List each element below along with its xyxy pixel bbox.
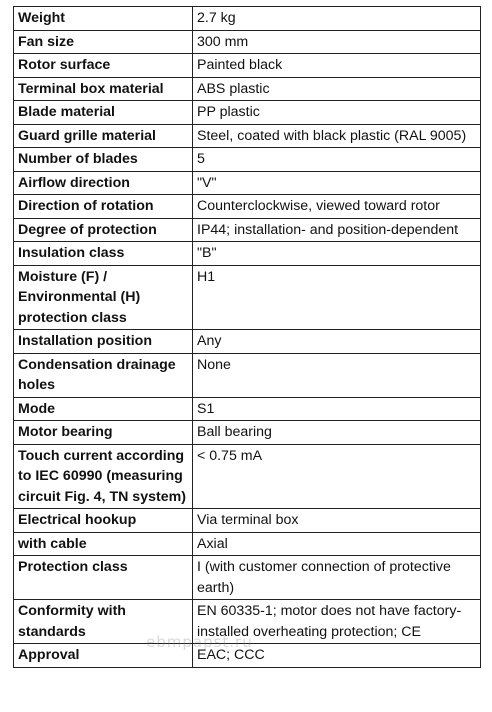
spec-value: Painted black [193, 54, 481, 78]
spec-row-degree-of-protection [14, 218, 481, 242]
spec-label: Blade material [14, 101, 193, 125]
spec-value: Counterclockwise, viewed toward rotor [193, 195, 481, 219]
spec-value: S1 [193, 397, 481, 421]
spec-label: Weight [14, 7, 193, 31]
spec-label: Moisture (F) / Environmental (H) protection class [14, 265, 193, 330]
spec-row-touch-current [14, 444, 481, 509]
spec-row-terminal-box-material [14, 77, 481, 101]
spec-label: Installation position [14, 330, 193, 354]
spec-value: 300 mm [193, 30, 481, 54]
spec-label: Degree of protection [14, 218, 193, 242]
spec-value: Any [193, 330, 481, 354]
spec-label: Electrical hookup [14, 509, 193, 533]
spec-value: "V" [193, 171, 481, 195]
spec-value: EN 60335-1; motor does not have factory-installed overheating protection; CE [193, 600, 481, 644]
spec-row-insulation-class [14, 242, 481, 266]
spec-value: None [193, 353, 481, 397]
spec-value: Steel, coated with black plastic (RAL 9005) [193, 124, 481, 148]
spec-table [13, 6, 481, 668]
spec-value: 2.7 kg [193, 7, 481, 31]
spec-row-blade-material [14, 101, 481, 125]
spec-row-fan-size [14, 30, 481, 54]
spec-label: Direction of rotation [14, 195, 193, 219]
spec-label: Airflow direction [14, 171, 193, 195]
spec-label: Terminal box material [14, 77, 193, 101]
spec-row-airflow-direction [14, 171, 481, 195]
spec-value: ABS plastic [193, 77, 481, 101]
spec-label: Insulation class [14, 242, 193, 266]
spec-row-mode [14, 397, 481, 421]
spec-value: EAC; CCC [193, 644, 481, 668]
spec-label: with cable [14, 532, 193, 556]
spec-label: Mode [14, 397, 193, 421]
spec-label: Motor bearing [14, 421, 193, 445]
spec-label: Approval [14, 644, 193, 668]
spec-row-direction-of-rotation [14, 195, 481, 219]
spec-label: Conformity with standards [14, 600, 193, 644]
spec-value: 5 [193, 148, 481, 172]
spec-value: PP plastic [193, 101, 481, 125]
spec-row-condensation-drainage-holes [14, 353, 481, 397]
spec-row-moisture-protection-class [14, 265, 481, 330]
spec-row-weight [14, 7, 481, 31]
spec-label: Protection class [14, 556, 193, 600]
spec-value: Ball bearing [193, 421, 481, 445]
spec-value: Axial [193, 532, 481, 556]
spec-row-number-of-blades [14, 148, 481, 172]
spec-label: Rotor surface [14, 54, 193, 78]
spec-row-motor-bearing [14, 421, 481, 445]
spec-label: Guard grille material [14, 124, 193, 148]
spec-value: < 0.75 mA [193, 444, 481, 509]
spec-row-guard-grille-material [14, 124, 481, 148]
spec-label: Fan size [14, 30, 193, 54]
spec-row-approval [14, 644, 481, 668]
spec-value: I (with customer connection of protective earth) [193, 556, 481, 600]
spec-value: IP44; installation- and position-dependent [193, 218, 481, 242]
spec-value: H1 [193, 265, 481, 330]
spec-label: Touch current according to IEC 60990 (measuring circuit Fig. 4, TN system) [14, 444, 193, 509]
spec-row-installation-position [14, 330, 481, 354]
spec-row-conformity-with-standards [14, 600, 481, 644]
spec-row-with-cable [14, 532, 481, 556]
spec-row-electrical-hookup [14, 509, 481, 533]
spec-value: "B" [193, 242, 481, 266]
spec-row-rotor-surface [14, 54, 481, 78]
watermark: ebmpapst.ru [146, 633, 253, 651]
spec-label: Number of blades [14, 148, 193, 172]
spec-row-protection-class [14, 556, 481, 600]
spec-label: Condensation drainage holes [14, 353, 193, 397]
spec-value: Via terminal box [193, 509, 481, 533]
